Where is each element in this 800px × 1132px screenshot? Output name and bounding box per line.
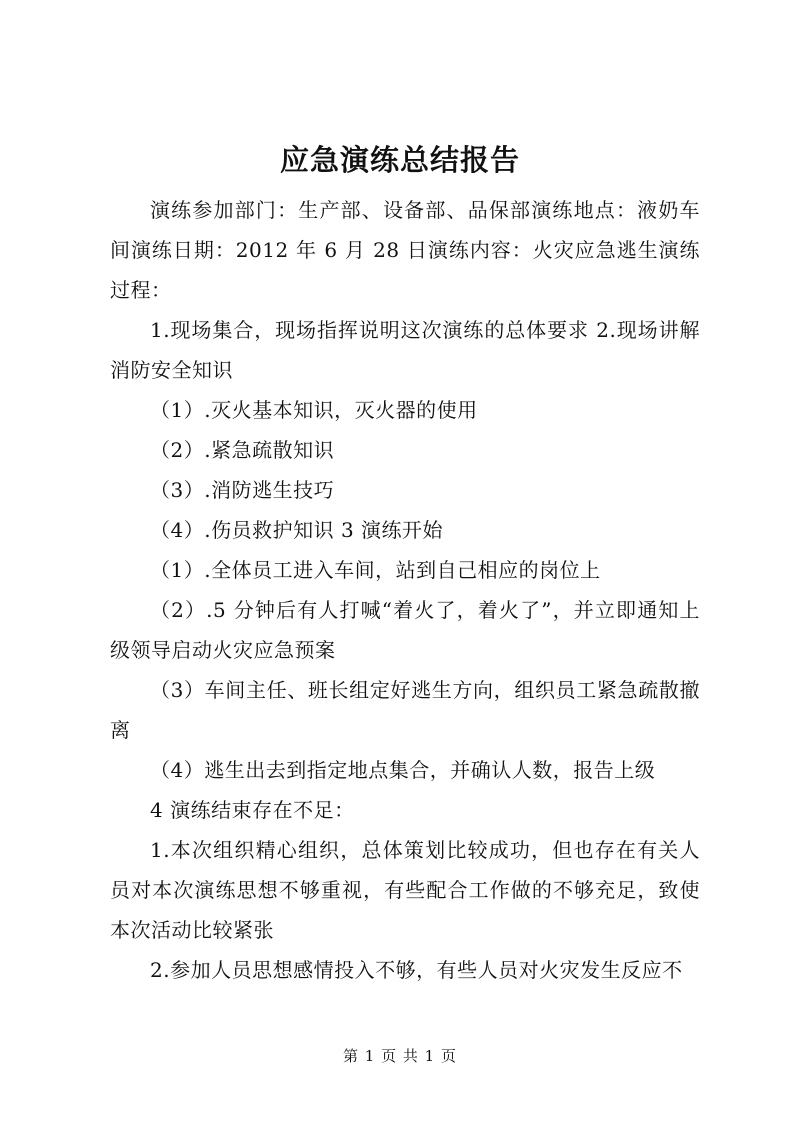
document-title: 应急演练总结报告 [279, 143, 520, 177]
paragraph-shortcomings-heading: 4 演练结束存在不足： [150, 798, 355, 822]
page-footer: 第 1 页 共 1 页 [343, 1047, 457, 1065]
paragraph-item-first-aid: （4）.伤员救护知识 3 演练开始 [150, 518, 444, 542]
document-body [110, 190, 700, 990]
paragraph-item-evacuation: （2）.紧急疏散知识 [150, 438, 335, 462]
paragraph-drill-step-3: （3）车间主任、班长组定好逃生方向，组织员工紧急疏散撤离 [110, 678, 700, 742]
paragraph-drill-step-2: （2）.5 分钟后有人打喊“着火了，着火了”，并立即通知上级领导启动火灾应急预案 [110, 598, 700, 662]
paragraph-drill-step-4: （4）逃生出去到指定地点集合，并确认人数，报告上级 [150, 758, 656, 782]
paragraph-item-escape-skills: （3）.消防逃生技巧 [150, 478, 335, 502]
paragraph-shortcoming-2: 2.参加人员思想感情投入不够，有些人员对火灾发生反应不 [150, 958, 683, 982]
paragraph-item-fire-knowledge: （1）.灭火基本知识，灭火器的使用 [150, 398, 478, 422]
paragraph-participants: 演练参加部门：生产部、设备部、品保部演练地点：液奶车间演练日期：2012 年 6 月 28 日演练内容：火灾应急逃生演练过程： [110, 198, 700, 302]
paragraph-shortcoming-1: 1.本次组织精心组织，总体策划比较成功，但也存在有关人员对本次演练思想不够重视，有些配合工作做的不够充足，致使本次活动比较紧张 [110, 838, 700, 942]
paragraph-step-1: 1.现场集合，现场指挥说明这次演练的总体要求 2.现场讲解消防安全知识 [110, 318, 700, 382]
paragraph-drill-step-1: （1）.全体员工进入车间，站到自己相应的岗位上 [150, 558, 601, 582]
